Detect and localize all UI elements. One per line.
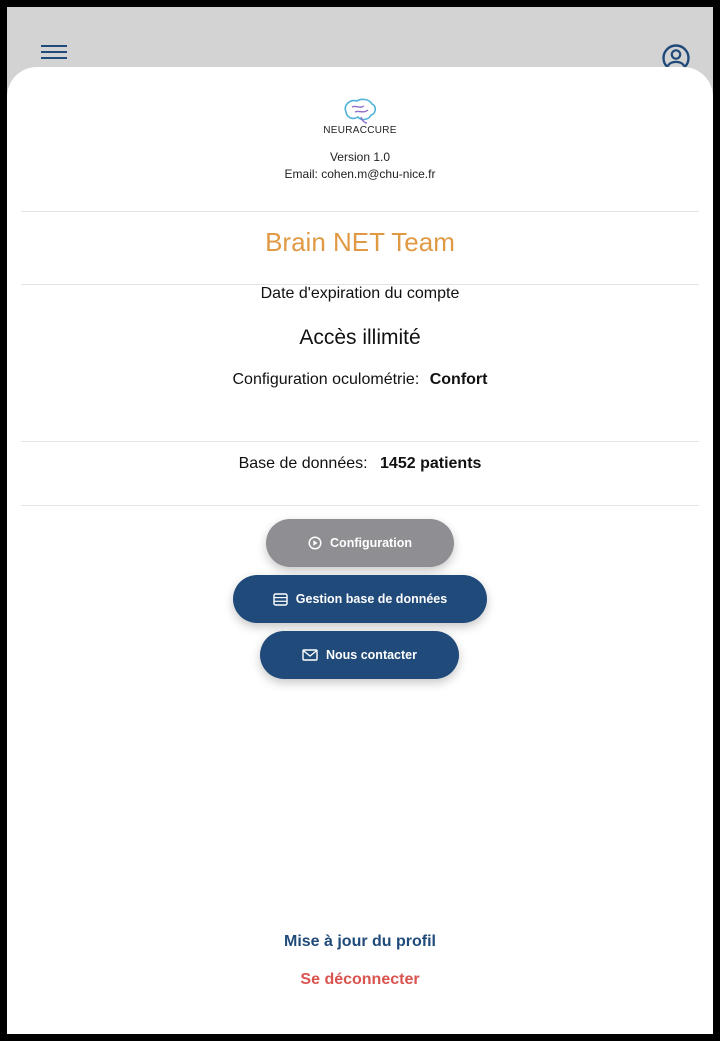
config-label: Configuration oculométrie: — [232, 371, 420, 388]
team-name: Brain NET Team — [265, 227, 455, 257]
account-email: Email: cohen.m@chu-nice.fr — [284, 167, 436, 181]
configuration-button-label: Configuration — [330, 536, 412, 550]
database-management-button[interactable] — [233, 575, 487, 623]
brand-name: NEURACCURE — [323, 125, 397, 136]
expiry-label: Date d'expiration du compte — [260, 285, 460, 302]
config-value: Confort — [429, 371, 488, 388]
contact-button[interactable] — [260, 631, 459, 679]
access-status: Accès illimité — [299, 326, 421, 349]
app-screen — [7, 7, 713, 1034]
update-profile-link[interactable]: Mise à jour du profil — [283, 933, 436, 950]
database-line — [7, 455, 713, 473]
play-circle-icon — [308, 536, 322, 550]
brain-logo-icon — [341, 97, 379, 125]
database-label: Base de données: — [238, 455, 368, 472]
contact-button-label: Nous contacter — [326, 648, 417, 662]
configuration-button[interactable] — [266, 519, 454, 567]
database-list-icon — [273, 593, 288, 606]
app-version: Version 1.0 — [329, 150, 391, 164]
divider — [21, 211, 699, 212]
envelope-icon — [302, 649, 318, 661]
config-line — [7, 371, 713, 389]
profile-sheet — [7, 67, 713, 1034]
database-management-label: Gestion base de données — [295, 592, 448, 606]
database-value: 1452 patients — [380, 455, 482, 472]
hamburger-menu-icon[interactable] — [41, 45, 73, 69]
divider — [21, 505, 699, 506]
logout-link[interactable]: Se déconnecter — [300, 971, 420, 988]
divider — [21, 441, 699, 442]
